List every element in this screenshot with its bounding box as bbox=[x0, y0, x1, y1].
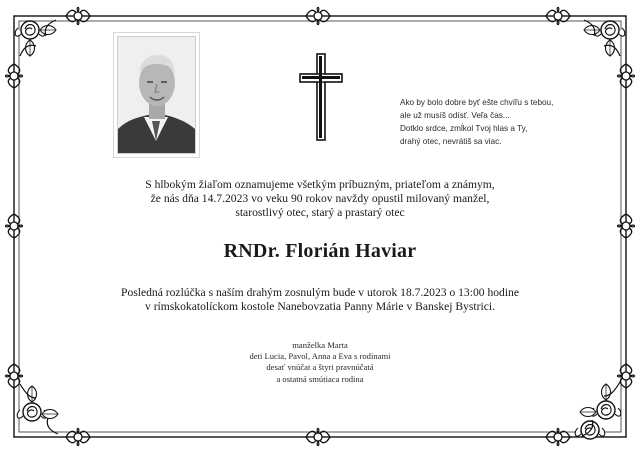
cross-icon bbox=[298, 52, 344, 142]
death-announcement bbox=[0, 178, 640, 221]
deceased-name: RNDr. Florián Haviar bbox=[223, 240, 417, 262]
poem-line: Ako by bolo dobre byť ešte chvíľu s tebou, bbox=[400, 98, 554, 107]
funeral-line: Posledná rozlúčka s naším drahým zosnulým bude v utorok 18.7.2023 o 13:00 hodine bbox=[121, 286, 519, 299]
mourner-line: deti Lucia, Pavol, Anna a Eva s rodinami bbox=[249, 351, 391, 362]
announcement-line: S hlbokým žiaľom oznamujeme všetkým príbuzným, priateľom a známym, bbox=[145, 178, 495, 191]
mourners-list bbox=[0, 340, 640, 385]
corner-bottom-left bbox=[17, 384, 58, 434]
mourner-line: manželka Marta bbox=[292, 340, 348, 350]
corner-top-right bbox=[584, 20, 625, 56]
poem-line: Dotklo srdce, zmĺkol Tvoj hlas a Ty, bbox=[400, 124, 528, 133]
corner-top-left bbox=[15, 20, 56, 56]
mourner-line: a ostatná smútiaca rodina bbox=[276, 373, 364, 384]
memorial-poem bbox=[400, 96, 600, 148]
portrait-photo bbox=[117, 36, 196, 154]
corner-bottom-right bbox=[575, 382, 621, 439]
funeral-details bbox=[0, 286, 640, 315]
poem-line: drahý otec, nevrátiš sa viac. bbox=[400, 137, 502, 146]
announcement-line: starostlivý otec, starý a prastarý otec bbox=[235, 206, 405, 220]
announcement-line: že nás dňa 14.7.2023 vo veku 90 rokov navždy opustil milovaný manžel, bbox=[150, 192, 490, 206]
mourner-line: desať vnúčat a štyri pravnúčatá bbox=[266, 362, 374, 373]
poem-line: ale už musíš odísť. Veľa čas... bbox=[400, 111, 510, 120]
funeral-line: v rímskokatolíckom kostole Nanebovzatia Panny Márie v Banskej Bystrici. bbox=[145, 300, 495, 314]
